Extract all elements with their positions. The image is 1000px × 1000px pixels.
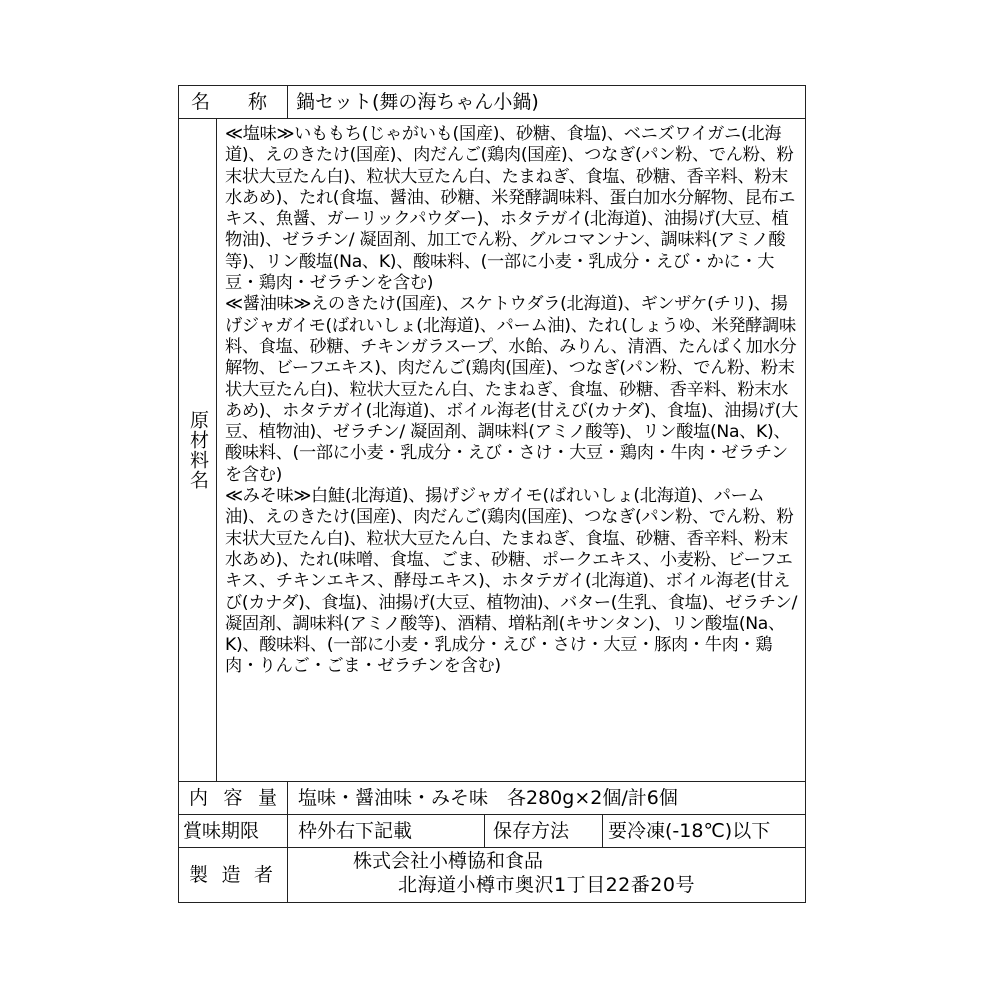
ingredients-shio: ≪塩味≫いももち(じゃがいも(国産)、砂糖、食塩)、ベニズワイガニ(北海道)、えのきたけ(国産)、肉だんご(鶏肉(国産)、つなぎ(パン粉、でん粉、粉末状大豆たん白)、粒状大豆たん白、たまねぎ、食塩、砂糖、香辛料、粉末水あめ)、たれ(食塩、醤油、砂糖、米発酵調味料、蛋白加水分解物、昆布エキス、魚醤、ガーリックパウダー)、ホタテガイ(北海道)、油揚げ(大豆、植物油)、ゼラチン/ 凝固剤、加工でん粉、グルコマンナン、調味料(アミノ酸等)、リン酸塩(Na、K)、酸味料、(一部に小麦・乳成分・えび・かに・大豆・鶏肉・ゼラチンを含む): [225, 124, 796, 294]
ingredients-list: [217, 119, 805, 781]
storage-header: 保存方法: [485, 815, 603, 847]
name-row: [179, 86, 805, 119]
storage-value: 要冷凍(-18℃)以下: [608, 819, 771, 842]
best-before-header: 賞味期限: [179, 815, 288, 847]
ingredients-miso: ≪みそ味≫白鮭(北海道)、揚げジャガイモ(ばれいしょ(北海道)、パーム油)、えのきたけ(国産)、肉だんご(鶏肉(国産)、つなぎ(パン粉、でん粉、粉末状大豆たん白)、粒状大豆たん白、たまねぎ、食塩、砂糖、香辛料、粉末水あめ)、たれ(味噌、食塩、ごま、砂糖、ポークエキス、小麦粉、ビーフエキス、チキンエキス、酵母エキス)、ホタテガイ(北海道)、ボイル海老(甘えび(カナダ)、食塩)、油揚げ(大豆、植物油)、バター(生乳、食塩)、ゼラチン/ 凝固剤、調味料(アミノ酸等)、酒精、増粘剤(キサンタン)、リン酸塩(Na、K)、酸味料、(一部に小麦・乳成分・えび・さけ・大豆・豚肉・牛肉・鶏肉・りんご・ごま・ゼラチンを含む): [225, 486, 798, 677]
product-name: 鍋セット(舞の海ちゃん小鍋): [296, 90, 539, 113]
manufacturer-header-char: 製: [189, 863, 209, 886]
quantity-row: [179, 782, 805, 815]
ingredients-header-label: 原材料名: [187, 410, 209, 490]
ingredients-shoyu: ≪醤油味≫えのきたけ(国産)、スケトウダラ(北海道)、ギンザケ(チリ)、揚げジャガイモ(ばれいしょ(北海道)、パーム油)、たれ(しょうゆ、米発酵調味料、食塩、砂糖、チキンガラスープ、水飴、みりん、清酒、たんぱく加水分解物、ビーフエキス)、肉だんご(鶏肉(国産)、つなぎ(パン粉、でん粉、粉末状大豆たん白)、粒状大豆たん白、たまねぎ、食塩、砂糖、香辛料、粉末水あめ)、ホタテガイ(北海道)、ボイル海老(甘えび(カナダ)、食塩)、油揚げ(大豆、植物油)、ゼラチン/ 凝固剤、調味料(アミノ酸等)、リン酸塩(Na、K)、酸味料、(一部に小麦・乳成分・えび・さけ・大豆・鶏肉・牛肉・ゼラチンを含む): [225, 294, 799, 485]
name-header: [179, 86, 288, 118]
manufacturer-row: [179, 848, 805, 902]
quantity-header-char: 内: [189, 786, 209, 809]
food-label-table: [178, 85, 806, 903]
best-before-row: [179, 815, 805, 848]
best-before-value: 枠外右下記載: [288, 815, 485, 847]
quantity-header-char: 量: [257, 786, 277, 809]
quantity-header-char: 容: [223, 786, 243, 809]
quantity-value: 塩味・醤油味・みそ味 各280g×2個/計6個: [298, 786, 678, 809]
manufacturer-header-char: 者: [253, 863, 273, 886]
manufacturer-company: 株式会社小樽協和食品: [353, 850, 544, 872]
ingredients-header: [179, 119, 217, 781]
quantity-header: [179, 782, 288, 814]
manufacturer-value: [288, 848, 805, 902]
manufacturer-header: [179, 848, 288, 902]
manufacturer-header-char: 造: [221, 863, 241, 886]
manufacturer-address: 北海道小樽市奥沢1丁目22番20号: [398, 874, 695, 896]
name-header-char: 称: [248, 90, 268, 113]
name-header-char: 名: [191, 90, 211, 113]
ingredients-row: [179, 119, 805, 782]
